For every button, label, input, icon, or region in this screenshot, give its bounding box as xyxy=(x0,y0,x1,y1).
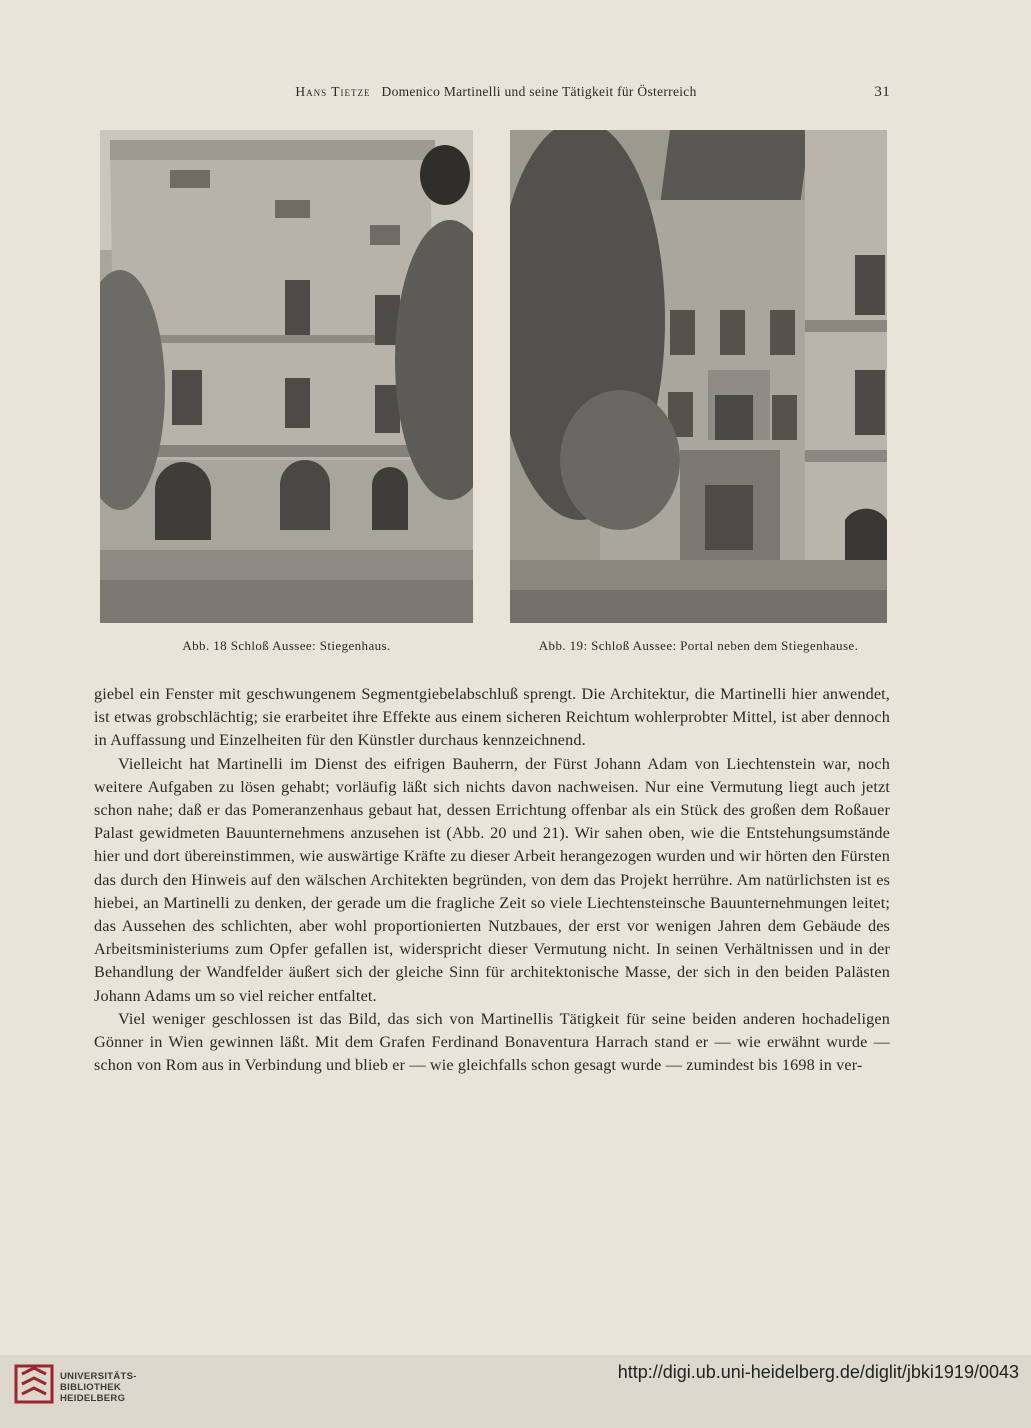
body-text xyxy=(94,683,890,1077)
figure-19-caption: Abb. 19: Schloß Aussee: Portal neben dem Stiegenhause. xyxy=(538,638,859,653)
paragraph-1: giebel ein Fenster mit geschwungenem Segmentgiebelabschluß sprengt. Die Architektur, die Martinelli hier anwendet, ist etwas grobschlächtig; sie erarbeitet ihre Effekte aus einem sicheren Reichtum wohlerprobter Mittel, ist aber dennoch in Auffassung und Einzelheiten für den Künstler durchaus kennzeichnend. xyxy=(94,685,890,750)
figure-18-photo xyxy=(100,130,473,623)
paragraph-3: Viel weniger geschlossen ist das Bild, das sich von Martinellis Tätigkeit für seine beiden anderen hochadeligen Gönner in Wien gewinnen läßt. Mit dem Grafen Ferdinand Bonaventura Harrach stand er — wie erwähnt wurde — schon von Rom aus in Verbindung und blieb er — wie gleichfalls schon gesagt wurde — zumindest bis 1698 in ver- xyxy=(94,1009,890,1075)
header-title: Domenico Martinelli und seine Tätigkeit für Österreich xyxy=(381,84,697,99)
running-header xyxy=(96,84,896,106)
university-library-logo-icon xyxy=(14,1364,54,1404)
figure-19-photo xyxy=(510,130,887,623)
page-number: 31 xyxy=(874,84,890,100)
figure-18-caption: Abb. 18 Schloß Aussee: Stiegenhaus. xyxy=(182,638,391,653)
paragraph-2: Vielleicht hat Martinelli im Dienst des eifrigen Bauherrn, der Fürst Johann Adam von Liechtenstein war, noch weitere Aufgaben zu lösen gehabt; vorläufig läßt sich nichts davon nachweisen. Nur eine Vermutung liegt auch jetzt schon nahe; daß er das Pomeranzenhaus gebaut hat, dessen Errichtung offenbar als ein Stück des großen dem Roßauer Palast gewidmeten Bauunternehmens anzusehen ist (Abb. 20 und 21). Wir sahen oben, wie die Entstehungsumstände hier und dort übereinstimmen, wie auswärtige Kräfte zu dieser Arbeit herangezogen wurden und wir hörten den Fürsten das durch den Hinweis auf den wälschen Architekten begründen, von dem das Projekt herrühre. Am natürlichsten ist es hiebei, an Martinelli zu denken, der gerade um die fragliche Zeit so viele Liechtensteinsche Bauunternehmungen leitet; das Aussehen des schlichten, aber wohl proportionierten Nutzbaues, der erst vor wenigen Jahren dem Gebäude des Arbeitsministeriums zum Opfer gefallen ist, widerspricht dieser Vermutung nicht. In seinen Verhältnissen und in der Behandlung der Wandfelder äußert sich der gleiche Sinn für architektonische Masse, der sich in den beiden Palästen Johann Adams um so viel reicher entfaltet. xyxy=(94,754,890,1005)
header-author: Hans Tietze xyxy=(295,84,371,99)
library-name: UNIVERSITÄTS- BIBLIOTHEK HEIDELBERG xyxy=(60,1371,137,1404)
source-url-link[interactable]: http://digi.ub.uni-heidelberg.de/diglit/jbki1919/0043 xyxy=(617,1362,1019,1382)
